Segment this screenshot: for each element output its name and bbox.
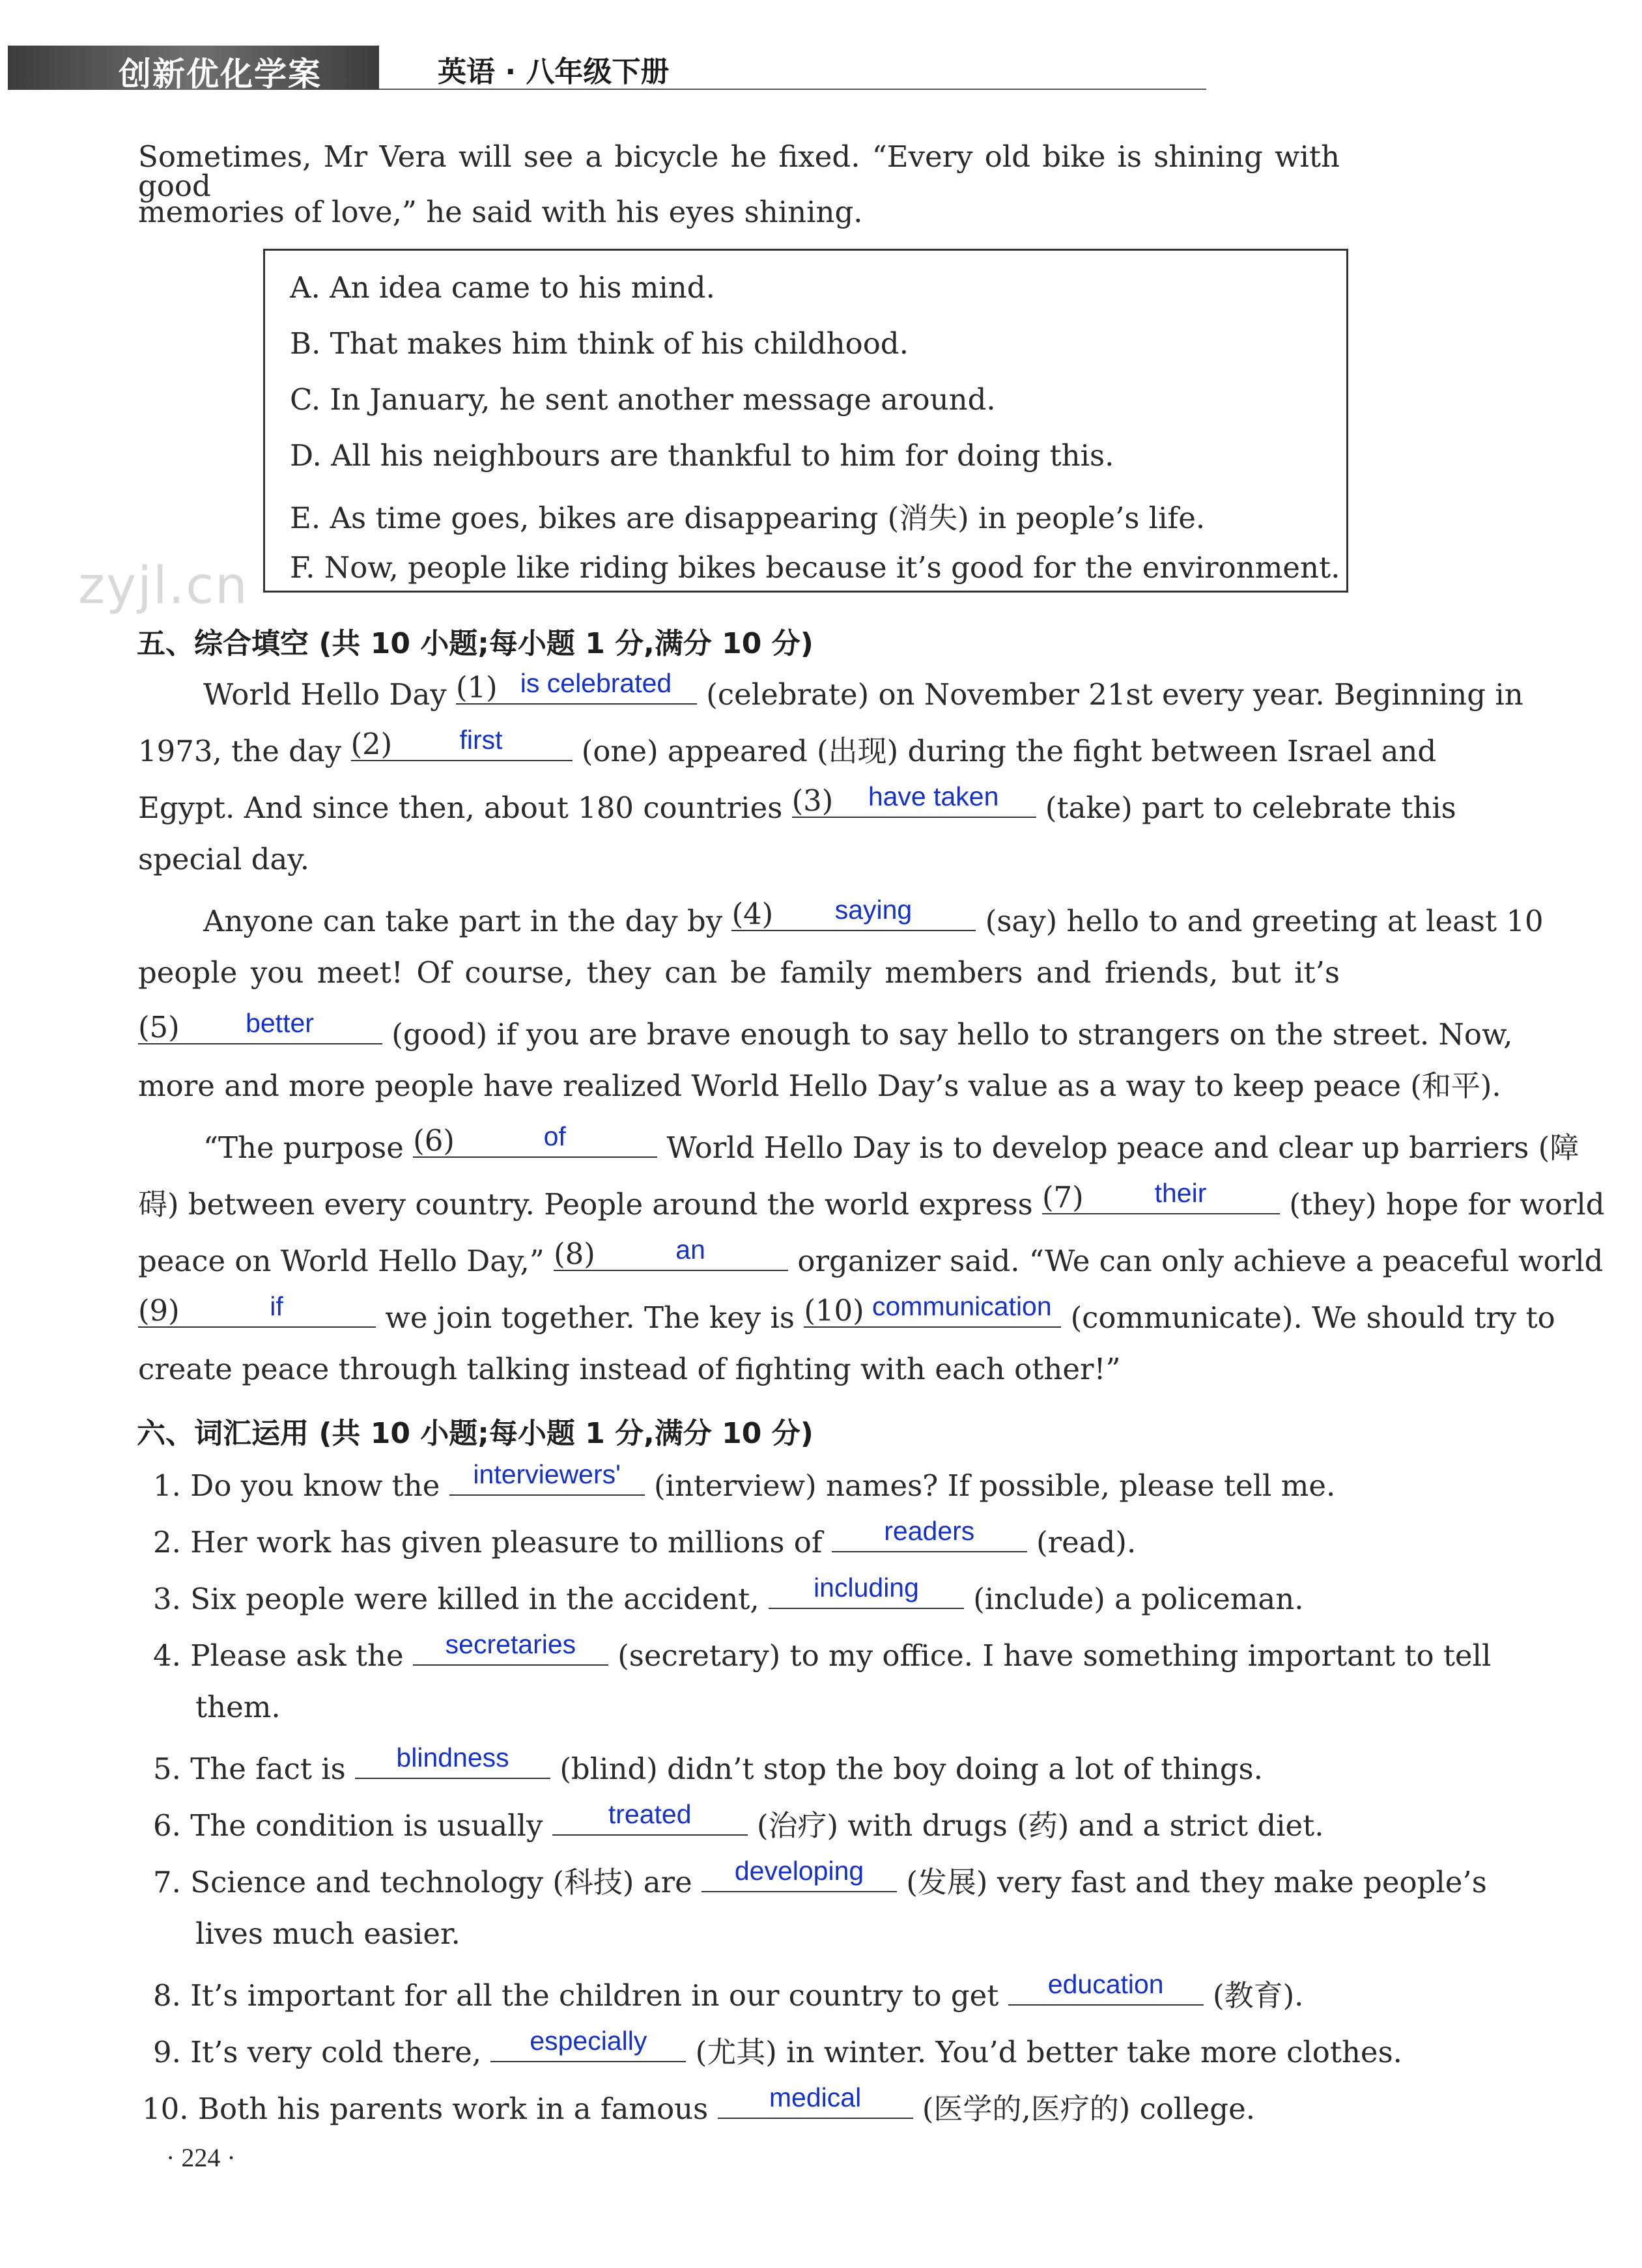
- vocab-item: [153, 2026, 1402, 2069]
- answer-blank: [718, 2082, 913, 2119]
- answer-blank: [355, 1743, 550, 1779]
- option-e: E. As time goes, bikes are disappearing (消失) in people’s life.: [290, 501, 1206, 535]
- text: (尤其) in winter. You’d better take more clothes.: [686, 2035, 1402, 2069]
- vocab-item: [142, 2082, 1256, 2126]
- cloze-line: people you meet! Of course, they can be family members and friends, but it’s: [138, 955, 1340, 990]
- text: (one) appeared (出现) during the fight between Israel and: [572, 734, 1437, 768]
- passage-line: Sometimes, Mr Vera will see a bicycle he fixed. “Every old bike is shining with good: [138, 139, 1340, 203]
- blank-number: (1): [456, 670, 498, 705]
- text: 8. It’s important for all the children in our country to get: [153, 1978, 1008, 2013]
- text: 1973, the day: [138, 734, 351, 768]
- option-b: B. That makes him think of his childhood.: [290, 326, 909, 361]
- blank-number: (7): [1041, 1180, 1084, 1214]
- answer-blank: [552, 1799, 748, 1836]
- text: (they) hope for world: [1279, 1187, 1605, 1222]
- answer-blank: [413, 1629, 608, 1666]
- handwritten-answer: blindness: [396, 1743, 509, 1772]
- handwritten-answer: interviewers': [473, 1459, 621, 1489]
- answer-blank: [449, 1459, 645, 1496]
- vocab-item: [153, 1856, 1487, 1899]
- brand-banner: [8, 46, 379, 93]
- cloze-line: more and more people have realized World Hello Day’s value as a way to keep peace (和平).: [138, 1069, 1501, 1103]
- handwritten-answer: is celebrated: [520, 668, 672, 698]
- cloze-line: [138, 781, 1456, 825]
- text: 9. It’s very cold there,: [153, 2035, 491, 2069]
- text: 2. Her work has given pleasure to millions of: [153, 1525, 832, 1560]
- text: 5. The fact is: [153, 1752, 356, 1786]
- text: World Hello Day: [203, 677, 456, 712]
- answer-blank: [138, 1008, 382, 1044]
- handwritten-answer: have taken: [868, 781, 999, 811]
- answer-blank: [138, 1291, 376, 1328]
- cloze-line: create peace through talking instead of fighting with each other!”: [138, 1352, 1121, 1386]
- text: 4. Please ask the: [153, 1638, 413, 1673]
- cloze-line: special day.: [138, 842, 310, 876]
- answer-blank: [1041, 1178, 1280, 1214]
- text: (医学的,医疗的) college.: [913, 2092, 1256, 2126]
- blank-number: (9): [138, 1293, 180, 1328]
- text: (治疗) with drugs (药) and a strict diet.: [747, 1808, 1324, 1843]
- handwritten-answer: developing: [734, 1856, 864, 1886]
- cloze-line: [138, 1008, 1513, 1052]
- page-number: · 224 ·: [166, 2143, 236, 2172]
- text: (secretary) to my office. I have something important to tell: [608, 1638, 1492, 1673]
- text: (教育).: [1203, 1978, 1304, 2013]
- answer-blank: [791, 781, 1036, 818]
- blank-number: (2): [350, 727, 393, 761]
- text: (say) hello to and greeting at least 10: [976, 904, 1544, 938]
- option-c: C. In January, he sent another message around.: [290, 382, 996, 417]
- answer-blank: [554, 1235, 788, 1271]
- handwritten-answer: treated: [608, 1799, 692, 1829]
- text: (communicate). We should try to: [1061, 1300, 1555, 1335]
- passage-line: memories of love,” he said with his eyes shining.: [138, 195, 863, 229]
- answer-blank: [413, 1121, 657, 1158]
- text: 7. Science and technology (科技) are: [153, 1865, 702, 1899]
- handwritten-answer: first: [459, 725, 503, 755]
- text: Egypt. And since then, about 180 countries: [138, 791, 792, 825]
- text: (good) if you are brave enough to say hello to strangers on the street. Now,: [382, 1017, 1513, 1052]
- text: (read).: [1026, 1525, 1137, 1560]
- blank-number: (4): [731, 897, 774, 931]
- vocab-item: [153, 1969, 1304, 2013]
- answer-blank: [832, 1516, 1027, 1552]
- option-f: F. Now, people like riding bikes because it’s good for the environment.: [290, 550, 1340, 585]
- section-title: 六、词汇运用 (共 10 小题;每小题 1 分,满分 10 分): [137, 1417, 814, 1450]
- handwritten-answer: medical: [769, 2082, 862, 2112]
- handwritten-answer: secretaries: [445, 1629, 576, 1659]
- cloze-line: [203, 1121, 1579, 1165]
- option-d: D. All his neighbours are thankful to him for doing this.: [290, 438, 1114, 473]
- text: World Hello Day is to develop peace and clear up barriers (障: [657, 1130, 1579, 1165]
- handwritten-answer: especially: [530, 2026, 647, 2056]
- text: (take) part to celebrate this: [1036, 791, 1456, 825]
- option-a: A. An idea came to his mind.: [290, 270, 715, 305]
- blank-number: (6): [413, 1123, 455, 1158]
- handwritten-answer: better: [246, 1008, 314, 1038]
- blank-number: (5): [138, 1010, 180, 1044]
- vocab-item: [153, 1573, 1304, 1616]
- text: 10. Both his parents work in a famous: [142, 2092, 718, 2126]
- text: 6. The condition is usually: [153, 1808, 552, 1843]
- handwritten-answer: including: [814, 1573, 919, 1603]
- vocab-item: [153, 1799, 1324, 1843]
- text: 1. Do you know the: [153, 1468, 449, 1503]
- text: (发展) very fast and they make people’s: [897, 1865, 1487, 1899]
- subject-title: 英语 · 八年级下册: [438, 55, 670, 89]
- answer-blank: [350, 725, 573, 761]
- blank-number: (3): [791, 783, 834, 818]
- options-box: [263, 249, 1348, 593]
- answer-blank: [769, 1573, 964, 1609]
- text: (celebrate) on November 21st every year. Beginning in: [697, 677, 1523, 712]
- cloze-line: [138, 1291, 1555, 1335]
- handwritten-answer: an: [675, 1235, 705, 1265]
- vocab-item: [153, 1743, 1263, 1786]
- text: “The purpose: [203, 1130, 414, 1165]
- handwritten-answer: education: [1047, 1969, 1164, 1999]
- answer-blank: [731, 895, 976, 931]
- cloze-line: [203, 895, 1544, 938]
- answer-blank: [456, 668, 697, 705]
- handwritten-answer: saying: [834, 895, 913, 925]
- answer-blank: [804, 1291, 1061, 1328]
- blank-number: (10): [804, 1293, 864, 1328]
- answer-blank: [701, 1856, 897, 1892]
- handwritten-answer: their: [1154, 1178, 1207, 1208]
- text: (blind) didn’t stop the boy doing a lot of things.: [550, 1752, 1263, 1786]
- text: (interview) names? If possible, please tell me.: [644, 1468, 1336, 1503]
- text: Anyone can take part in the day by: [203, 904, 732, 938]
- text: we join together. The key is: [376, 1300, 804, 1335]
- section-title: 五、综合填空 (共 10 小题;每小题 1 分,满分 10 分): [137, 627, 814, 660]
- handwritten-answer: of: [543, 1121, 566, 1151]
- page-header: [8, 46, 1636, 91]
- answer-blank: [490, 2026, 686, 2062]
- header-divider: [379, 89, 1206, 90]
- handwritten-answer: if: [270, 1291, 283, 1321]
- blank-number: (8): [554, 1237, 595, 1271]
- cloze-line: [203, 668, 1523, 712]
- cloze-line: [138, 725, 1437, 768]
- text: organizer said. “We can only achieve a peaceful world: [788, 1244, 1604, 1278]
- vocab-item-continued: them.: [195, 1690, 281, 1724]
- vocab-item: [153, 1516, 1137, 1560]
- handwritten-answer: communication: [871, 1291, 1052, 1321]
- cloze-line: [138, 1178, 1605, 1222]
- vocab-item: [153, 1459, 1336, 1503]
- text: (include) a policeman.: [964, 1582, 1304, 1616]
- vocab-item-continued: lives much easier.: [195, 1916, 460, 1951]
- vocab-item: [153, 1629, 1492, 1673]
- brand-logo-text: 创新优化学案: [119, 55, 322, 93]
- text: 碍) between every country. People around the world express: [138, 1187, 1042, 1222]
- watermark: zyjl.cn: [78, 557, 249, 615]
- text: peace on World Hello Day,”: [138, 1244, 554, 1278]
- answer-blank: [1008, 1969, 1204, 2006]
- text: 3. Six people were killed in the accident,: [153, 1582, 769, 1616]
- handwritten-answer: readers: [884, 1516, 975, 1546]
- cloze-line: [138, 1235, 1604, 1278]
